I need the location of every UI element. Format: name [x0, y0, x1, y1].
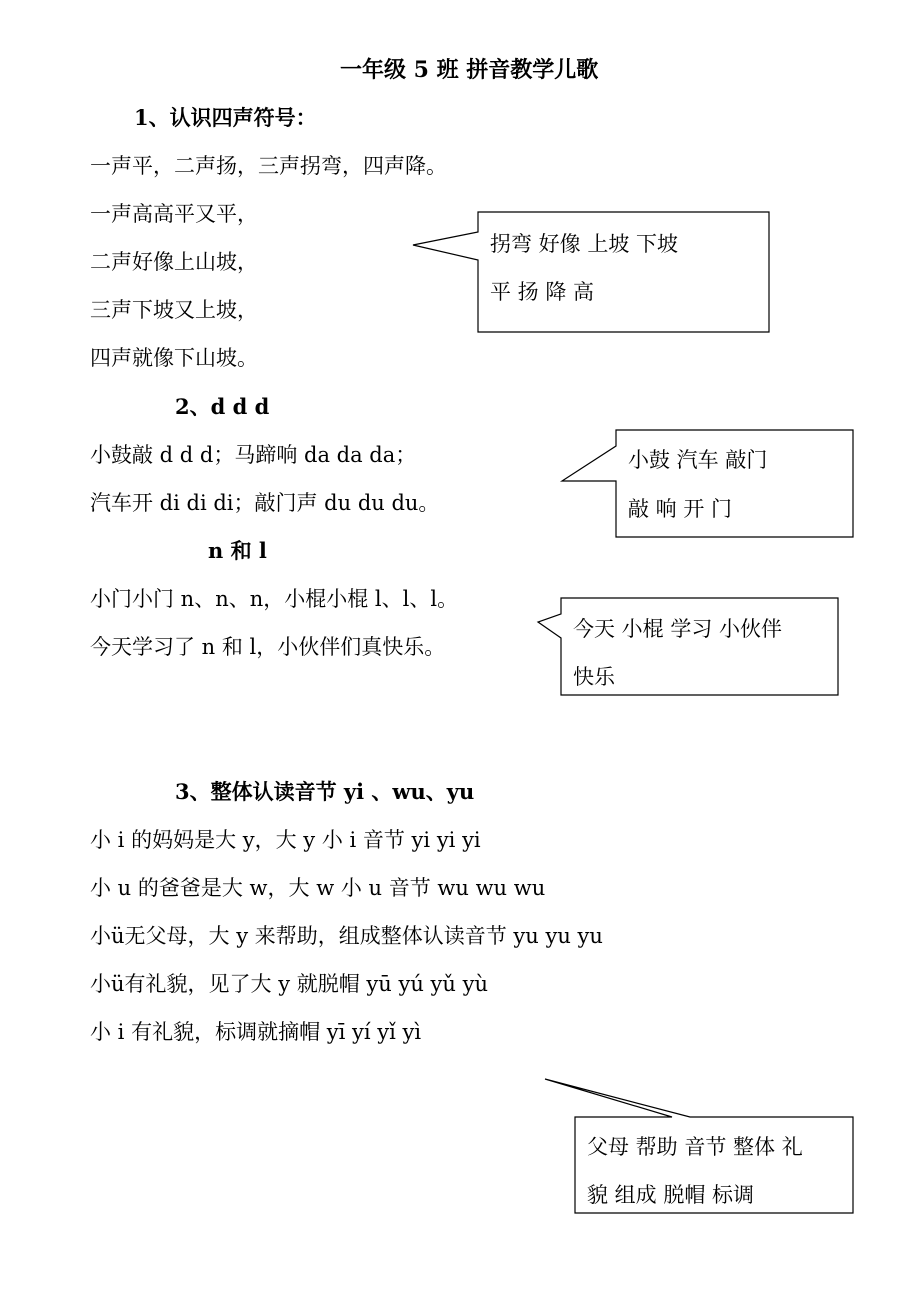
- section3-line: 小 i 有礼貌，标调就摘帽 yī yí yǐ yì: [90, 1020, 422, 1044]
- section1-heading: 1、认识四声符号：: [134, 105, 317, 130]
- section3-heading: 3、整体认读音节 yi 、wu、yu: [175, 779, 475, 804]
- callout-text: 貌 组成 脱帽 标调: [587, 1183, 755, 1207]
- section3-line: 小ü无父母，大 y 来帮助，组成整体认读音节 yu yu yu: [90, 924, 603, 948]
- callout-text: 父母 帮助 音节 整体 礼: [587, 1135, 803, 1159]
- section2-subline: 今天学习了 n 和 l，小伙伴们真快乐。: [90, 635, 446, 659]
- section3-line: 小 i 的妈妈是大 y，大 y 小 i 音节 yi yi yi: [90, 828, 481, 852]
- section1-line: 四声就像下山坡。: [90, 346, 258, 370]
- section1-line: 二声好像上山坡，: [90, 250, 258, 274]
- section2-subheading: n 和 l: [208, 538, 267, 563]
- callout-text: 拐弯 好像 上坡 下坡: [490, 232, 679, 256]
- section3-line: 小ü有礼貌，见了大 y 就脱帽 yū yú yǔ yù: [90, 972, 488, 996]
- section1-line: 三声下坡又上坡，: [90, 298, 258, 322]
- callout-text: 快乐: [573, 665, 615, 689]
- section2-subline: 小门小门 n、n、n，小棍小棍 l、l、l。: [90, 587, 459, 611]
- section1-line: 一声高高平又平，: [90, 202, 258, 226]
- section2-line: 小鼓敲 d d d；马蹄响 da da da；: [90, 443, 417, 467]
- section2-line: 汽车开 di di di；敲门声 du du du。: [90, 491, 440, 515]
- callout-text: 平 扬 降 高: [490, 280, 595, 304]
- page-title: 一年级 5 班 拼音教学儿歌: [340, 57, 599, 83]
- callout-text: 小鼓 汽车 敲门: [628, 448, 768, 472]
- callout-text: 敲 响 开 门: [628, 497, 733, 521]
- callout-text: 今天 小棍 学习 小伙伴: [573, 617, 783, 641]
- section3-line: 小 u 的爸爸是大 w，大 w 小 u 音节 wu wu wu: [90, 876, 546, 900]
- section2-heading: 2、d d d: [175, 394, 270, 419]
- section1-line: 一声平，二声扬，三声拐弯，四声降。: [90, 154, 447, 178]
